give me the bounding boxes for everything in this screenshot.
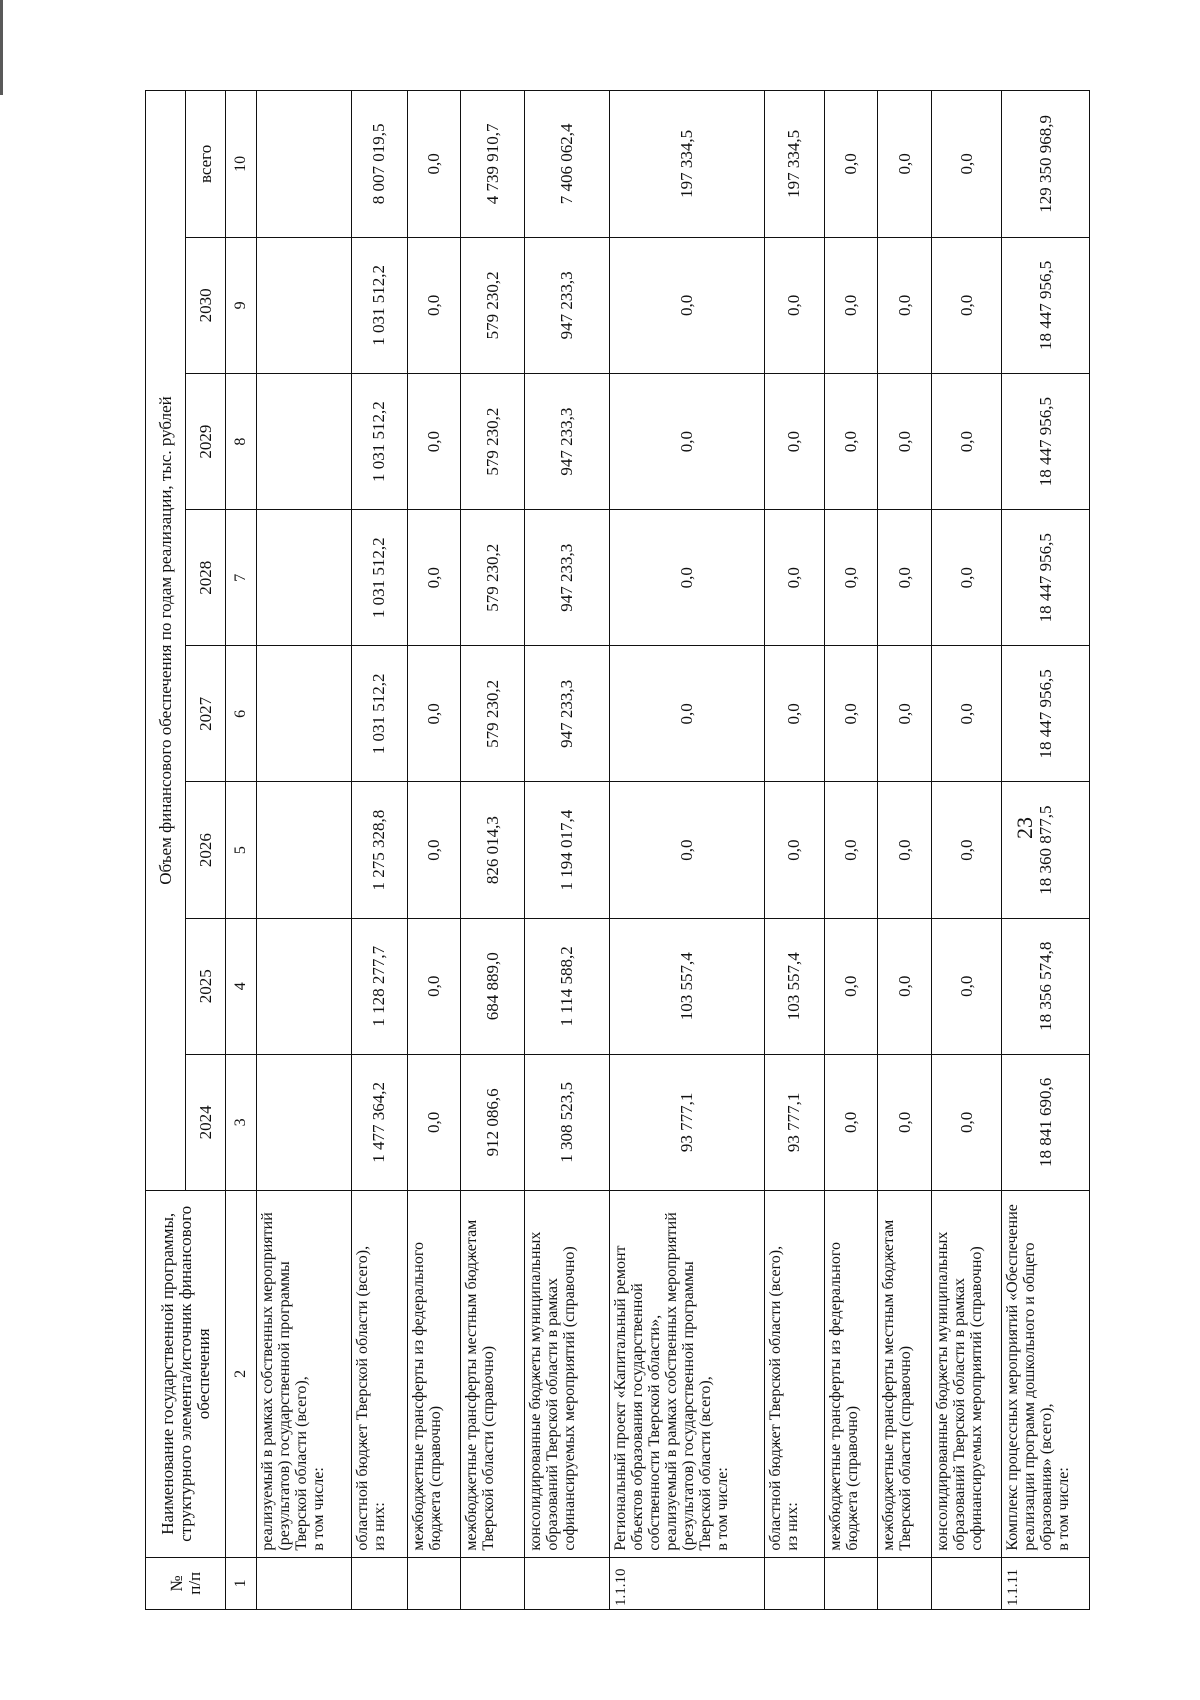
row-year-value: 0,0 xyxy=(932,237,1002,373)
row-year-value: 0,0 xyxy=(764,646,824,782)
column-number: 1 xyxy=(226,1557,257,1609)
row-code xyxy=(525,1557,610,1609)
column-number: 4 xyxy=(226,918,257,1054)
row-year-value: 579 230,2 xyxy=(461,373,525,509)
column-number: 3 xyxy=(226,1054,257,1190)
row-name: межбюджетные трансферты из федерального бюджета (справочно) xyxy=(407,1191,461,1558)
row-year-value: 0,0 xyxy=(764,782,824,918)
row-name: межбюджетные трансферты местным бюджетам Тверской области (справочно) xyxy=(461,1191,525,1558)
row-year-value: 0,0 xyxy=(878,510,932,646)
row-year-value: 0,0 xyxy=(407,782,461,918)
table-row xyxy=(407,91,461,1610)
row-name: Региональный проект «Капитальный ремонт объектов образования государственной собственности Тверской области», реализуемый в рамках собственных мероприятий (результатов) государственной программы Тверской области (всего), в том числе: xyxy=(609,1191,764,1558)
table-body xyxy=(257,91,1090,1610)
row-total-value: 4 739 910,7 xyxy=(461,91,525,238)
row-year-value xyxy=(257,510,352,646)
row-year-value: 18 447 956,5 xyxy=(1002,373,1090,509)
row-year-value: 1 031 512,2 xyxy=(351,373,407,509)
row-year-value: 0,0 xyxy=(407,1054,461,1190)
row-code xyxy=(257,1557,352,1609)
row-year-value: 0,0 xyxy=(609,510,764,646)
financing-table xyxy=(145,90,1090,1610)
column-number: 2 xyxy=(226,1191,257,1558)
header-year-2025: 2025 xyxy=(186,918,226,1054)
table-row xyxy=(257,91,352,1610)
row-year-value: 18 841 690,6 xyxy=(1002,1054,1090,1190)
table-row xyxy=(609,91,764,1610)
row-year-value: 0,0 xyxy=(824,373,878,509)
row-year-value: 0,0 xyxy=(878,237,932,373)
row-code: 1.1.11 xyxy=(1002,1557,1090,1609)
header-total: всего xyxy=(186,91,226,238)
row-total-value: 0,0 xyxy=(878,91,932,238)
row-year-value xyxy=(257,918,352,1054)
row-year-value: 579 230,2 xyxy=(461,237,525,373)
row-year-value xyxy=(257,237,352,373)
row-name: областной бюджет Тверской области (всего), из них: xyxy=(351,1191,407,1558)
header-year-2026: 2026 xyxy=(186,782,226,918)
header-funding-group: Объем финансового обеспечения по годам реализации, тыс. рублей xyxy=(146,91,186,1191)
row-year-value: 947 233,3 xyxy=(525,510,610,646)
row-year-value: 0,0 xyxy=(878,373,932,509)
row-total-value: 8 007 019,5 xyxy=(351,91,407,238)
page-number: 23 xyxy=(1012,817,1037,839)
row-year-value: 826 014,3 xyxy=(461,782,525,918)
row-year-value: 0,0 xyxy=(609,373,764,509)
row-name: реализуемый в рамках собственных мероприятий (результатов) государственной программы Тверской области (всего), в том числе: xyxy=(257,1191,352,1558)
row-name: областной бюджет Тверской области (всего), из них: xyxy=(764,1191,824,1558)
row-year-value: 0,0 xyxy=(764,510,824,646)
row-year-value xyxy=(257,646,352,782)
table-row xyxy=(351,91,407,1610)
row-year-value: 103 557,4 xyxy=(609,918,764,1054)
row-year-value: 0,0 xyxy=(824,646,878,782)
row-total-value: 0,0 xyxy=(407,91,461,238)
row-total-value: 0,0 xyxy=(824,91,878,238)
row-year-value: 0,0 xyxy=(932,918,1002,1054)
row-code xyxy=(878,1557,932,1609)
row-year-value: 1 477 364,2 xyxy=(351,1054,407,1190)
row-year-value: 912 086,6 xyxy=(461,1054,525,1190)
row-year-value: 0,0 xyxy=(932,646,1002,782)
row-total-value: 197 334,5 xyxy=(764,91,824,238)
table-row xyxy=(525,91,610,1610)
row-total-value: 197 334,5 xyxy=(609,91,764,238)
column-number: 7 xyxy=(226,510,257,646)
scan-edge-mark xyxy=(0,0,3,95)
header-year-2028: 2028 xyxy=(186,510,226,646)
row-year-value: 0,0 xyxy=(824,1054,878,1190)
row-year-value xyxy=(257,373,352,509)
row-year-value: 0,0 xyxy=(932,1054,1002,1190)
row-total-value xyxy=(257,91,352,238)
row-year-value: 0,0 xyxy=(407,510,461,646)
row-year-value: 0,0 xyxy=(609,237,764,373)
row-year-value: 0,0 xyxy=(824,918,878,1054)
row-year-value: 18 447 956,5 xyxy=(1002,510,1090,646)
table-row xyxy=(878,91,932,1610)
row-year-value: 0,0 xyxy=(407,918,461,1054)
row-year-value: 947 233,3 xyxy=(525,373,610,509)
row-year-value: 0,0 xyxy=(824,510,878,646)
row-year-value: 1 128 277,7 xyxy=(351,918,407,1054)
row-year-value: 0,0 xyxy=(932,510,1002,646)
column-number: 8 xyxy=(226,373,257,509)
row-year-value: 684 889,0 xyxy=(461,918,525,1054)
column-number: 5 xyxy=(226,782,257,918)
row-year-value: 1 031 512,2 xyxy=(351,646,407,782)
header-year-2024: 2024 xyxy=(186,1054,226,1190)
row-name: межбюджетные трансферты из федерального бюджета (справочно) xyxy=(824,1191,878,1558)
header-program-name: Наименование государственной программы, структурного элемента/источник финансового обеспечения xyxy=(146,1191,226,1558)
row-code xyxy=(932,1557,1002,1609)
row-year-value xyxy=(257,1054,352,1190)
row-name: консолидированные бюджеты муниципальных образований Тверской области в рамках софинансируемых мероприятий (справочно) xyxy=(525,1191,610,1558)
row-year-value: 0,0 xyxy=(878,1054,932,1190)
row-total-value: 0,0 xyxy=(932,91,1002,238)
row-year-value: 0,0 xyxy=(764,373,824,509)
row-year-value: 0,0 xyxy=(609,782,764,918)
row-name: межбюджетные трансферты местным бюджетам Тверской области (справочно) xyxy=(878,1191,932,1558)
row-year-value: 579 230,2 xyxy=(461,510,525,646)
financing-table-wrapper xyxy=(145,90,1090,1610)
row-total-value: 129 350 968,9 xyxy=(1002,91,1090,238)
row-name: Комплекс процессных мероприятий «Обеспечение реализации программ дошкольного и общего образования» (всего), в том числе: xyxy=(1002,1191,1090,1558)
row-code: 1.1.10 xyxy=(609,1557,764,1609)
table-row xyxy=(824,91,878,1610)
header-number: № п/п xyxy=(146,1557,226,1609)
row-code xyxy=(461,1557,525,1609)
header-year-2027: 2027 xyxy=(186,646,226,782)
table-row xyxy=(1002,91,1090,1610)
row-year-value: 0,0 xyxy=(407,646,461,782)
row-code xyxy=(764,1557,824,1609)
row-year-value: 0,0 xyxy=(407,373,461,509)
row-code xyxy=(824,1557,878,1609)
row-year-value: 0,0 xyxy=(824,782,878,918)
header-year-2029: 2029 xyxy=(186,373,226,509)
row-year-value: 0,0 xyxy=(407,237,461,373)
row-year-value: 0,0 xyxy=(878,782,932,918)
row-total-value: 7 406 062,4 xyxy=(525,91,610,238)
row-year-value: 1 114 588,2 xyxy=(525,918,610,1054)
row-name: консолидированные бюджеты муниципальных образований Тверской области в рамках софинансируемых мероприятий (справочно) xyxy=(932,1191,1002,1558)
row-year-value: 1 308 523,5 xyxy=(525,1054,610,1190)
row-year-value: 0,0 xyxy=(764,237,824,373)
row-year-value: 18 356 574,8 xyxy=(1002,918,1090,1054)
table-row xyxy=(764,91,824,1610)
row-year-value: 0,0 xyxy=(932,373,1002,509)
row-year-value: 18 447 956,5 xyxy=(1002,646,1090,782)
row-year-value: 1 194 017,4 xyxy=(525,782,610,918)
row-year-value: 0,0 xyxy=(878,918,932,1054)
column-number: 9 xyxy=(226,237,257,373)
row-year-value xyxy=(257,782,352,918)
row-code xyxy=(351,1557,407,1609)
row-year-value: 1 275 328,8 xyxy=(351,782,407,918)
row-year-value: 93 777,1 xyxy=(609,1054,764,1190)
row-year-value: 93 777,1 xyxy=(764,1054,824,1190)
table-row xyxy=(932,91,1002,1610)
row-year-value: 947 233,3 xyxy=(525,237,610,373)
row-year-value: 947 233,3 xyxy=(525,646,610,782)
column-number: 10 xyxy=(226,91,257,238)
row-year-value: 18 360 877,5 xyxy=(1002,782,1090,918)
row-year-value: 0,0 xyxy=(878,646,932,782)
row-year-value: 579 230,2 xyxy=(461,646,525,782)
row-year-value: 1 031 512,2 xyxy=(351,237,407,373)
row-year-value: 0,0 xyxy=(824,237,878,373)
row-year-value: 18 447 956,5 xyxy=(1002,237,1090,373)
header-year-2030: 2030 xyxy=(186,237,226,373)
column-number: 6 xyxy=(226,646,257,782)
row-year-value: 0,0 xyxy=(932,782,1002,918)
row-year-value: 1 031 512,2 xyxy=(351,510,407,646)
row-year-value: 0,0 xyxy=(609,646,764,782)
table-row xyxy=(461,91,525,1610)
row-code xyxy=(407,1557,461,1609)
row-year-value: 103 557,4 xyxy=(764,918,824,1054)
